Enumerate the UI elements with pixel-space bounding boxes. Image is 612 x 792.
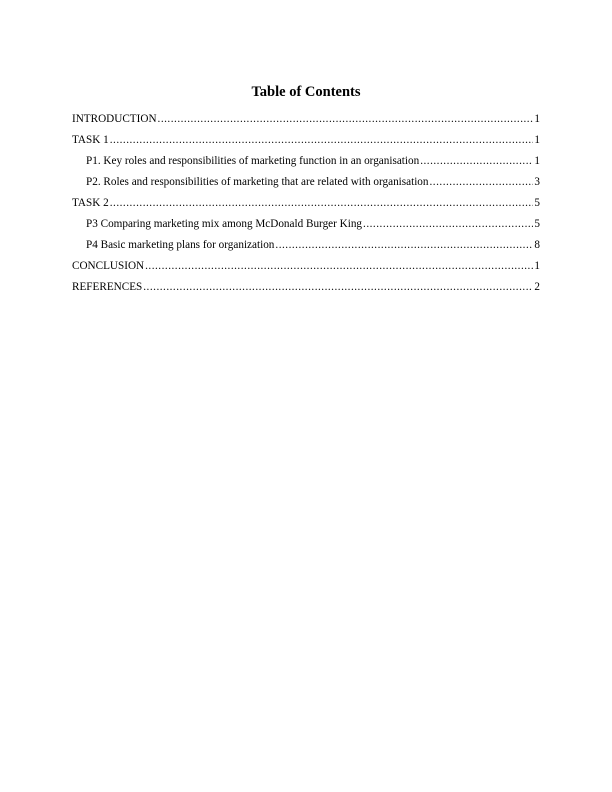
- toc-page-number: 3: [534, 176, 540, 188]
- table-of-contents: [72, 113, 540, 302]
- toc-entry-label: P4 Basic marketing plans for organization: [86, 239, 275, 251]
- toc-dot-leader: [430, 176, 534, 188]
- toc-dot-leader: [275, 239, 533, 251]
- toc-entry-label: P3 Comparing marketing mix among McDonald Burger King: [86, 218, 363, 230]
- toc-dot-leader: [420, 155, 533, 167]
- toc-entry-task-2[interactable]: [72, 197, 540, 218]
- toc-title: Table of Contents: [251, 84, 361, 100]
- toc-dot-leader: [145, 260, 533, 272]
- toc-entry-label: REFERENCES: [72, 281, 143, 293]
- toc-entry-label: CONCLUSION: [72, 260, 145, 272]
- toc-entry-label: TASK 2: [72, 197, 109, 209]
- toc-dot-leader: [110, 134, 534, 146]
- toc-dot-leader: [143, 281, 533, 293]
- toc-entry-label: TASK 1: [72, 134, 109, 146]
- toc-entry-p3[interactable]: [72, 218, 540, 239]
- toc-page-number: 2: [534, 281, 540, 293]
- toc-entry-task-1[interactable]: [72, 134, 540, 155]
- toc-entry-p4[interactable]: [72, 239, 540, 260]
- toc-entry-label: INTRODUCTION: [72, 113, 157, 125]
- toc-entry-references[interactable]: [72, 281, 540, 302]
- toc-entry-label: P1. Key roles and responsibilities of marketing function in an organisation: [86, 155, 420, 167]
- toc-page-number: 8: [534, 239, 540, 251]
- toc-entry-p2[interactable]: [72, 176, 540, 197]
- toc-entry-p1[interactable]: [72, 155, 540, 176]
- toc-page-number: 1: [534, 113, 540, 125]
- toc-page-number: 1: [534, 134, 540, 146]
- toc-entry-label: P2. Roles and responsibilities of marketing that are related with organisation: [86, 176, 429, 188]
- toc-entry-introduction[interactable]: [72, 113, 540, 134]
- toc-dot-leader: [158, 113, 534, 125]
- toc-page-number: 1: [534, 155, 540, 167]
- toc-page-number: 5: [534, 218, 540, 230]
- toc-dot-leader: [110, 197, 534, 209]
- toc-dot-leader: [363, 218, 533, 230]
- toc-page-number: 1: [534, 260, 540, 272]
- toc-entry-conclusion[interactable]: [72, 260, 540, 281]
- toc-page-number: 5: [534, 197, 540, 209]
